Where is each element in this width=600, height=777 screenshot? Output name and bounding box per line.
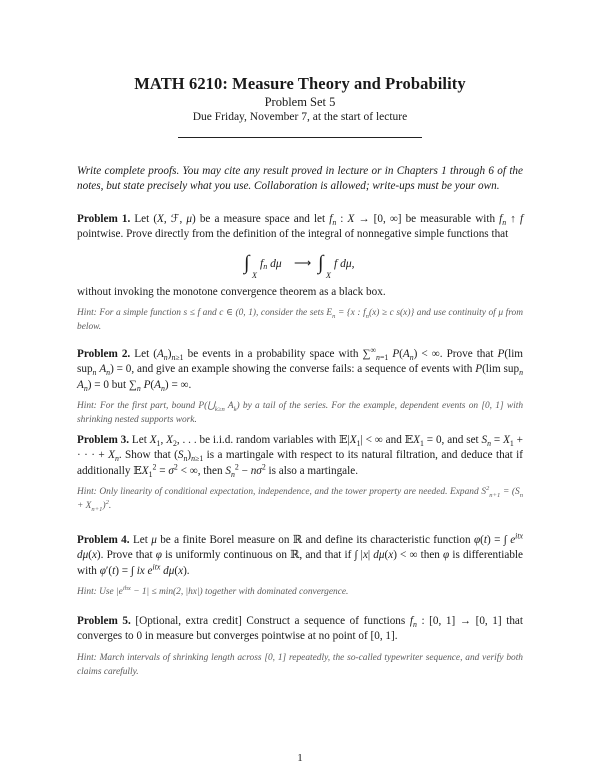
problem-3 (77, 433, 523, 514)
problem-3-statement (77, 433, 523, 479)
problem-1-after: without invoking the monotone convergence theorem as a black box. (77, 285, 386, 298)
arrow-symbol: ⟶ (294, 255, 312, 270)
problem-2-body: Let $(A_n)_{n\ge 1}$ be events in a probability space with $\sum^\infty_{n=1}$ $P(A_n)$ < ∞. Prove that P(lim sup$_n$ $A_n) = 0$, and give an example showing the converse fails: a sequence of events with P(lim sup$_n$ $A_n) = 0$ but $\sum_n$ $P(A_n)$ = ∞. (77, 345, 524, 394)
problem-4-hint: Hint: Use $|e^{ihx} - 1| \le \min(2$, |hx|) together with dominated convergence. (77, 585, 349, 598)
instructions-paragraph: Write complete proofs. You may cite any result proved in lecture or in Chapters 1 through 6 of the notes, but state precisely what you use. Collaboration is allowed; write-ups must be your own. (77, 165, 523, 193)
problem-1-display-equation (77, 247, 523, 281)
problem-5-hint: Hint: March intervals of shrinking length across [0, 1] repeatedly, the so-called typewriter sequence, and verify both claims carefully. (77, 652, 523, 677)
title-rule (178, 137, 422, 138)
problem-2-label: Problem 2. (77, 348, 131, 360)
integral-sign-right: ∫ (318, 251, 324, 274)
problem-1-statement (77, 212, 523, 243)
problem-3-body: Let $X_1$, $X_2$, . . . be i.i.d. random variables with $𝔼|X_1|$ < ∞ and 𝔼X$_1$ = 0, and set $S_n = X_1$ + · · · + $X_n$. Show that $(S_n)_{n\ge 1}$ is a martingale with respect to its natural filtration, and deduce that if additionally 𝔼X$_1^2$ = $\sigma^2$ < ∞, then $S_n^2 - n\sigma^2$ is also a martingale. (77, 434, 523, 480)
problem-5-label: Problem 5. (77, 615, 131, 627)
problem-4-label: Problem 4. (77, 534, 130, 546)
problem-1-hint: Hint: For a simple function s ≤ f and c ∈ (0, 1), consider the sets $E_n = \{x$ : $f_n(x) \ge c$ s(x)} and use continuity of μ from below. (77, 308, 523, 333)
domain-x-left: X (252, 270, 257, 280)
problem-4-statement (77, 533, 523, 579)
problem-2-hint: Hint: For the first part, bound $P(⋃_{k\ge n}$ $A_k$) by a tail of the series. For the example, dependent events on [0, 1] with shrinking nested supports work. (77, 401, 524, 426)
problem-1 (77, 212, 523, 335)
problem-1-label: Problem 1. (77, 213, 131, 225)
problem-5 (77, 614, 523, 679)
integral-sign-left: ∫ (244, 251, 250, 274)
integral-limit-equation (200, 247, 400, 281)
problem-4-body: Let μ be a finite Borel measure on ℝ and define its characteristic function φ(t) = ∫ $e^{itx}$ dμ(x). Prove that φ is uniformly continuous on ℝ, and that if ∫ |x| dμ(x) < ∞ then φ is differentiable with φ′(t) = ∫ ix $e^{itx}$ dμ(x). (77, 531, 523, 577)
document-title: MATH 6210: Measure Theory and Probability (134, 74, 466, 93)
problem-5-body: [Optional, extra credit] Construct a sequence of functions $f_n$ : [0, 1] → [0, 1] that converges to 0 in measure but converges pointwise at no point of [0, 1]. (77, 615, 523, 643)
page-number: 1 (297, 752, 303, 764)
problem-4 (77, 533, 523, 600)
problem-2-statement (77, 347, 523, 393)
due-date: Due Friday, November 7, at the start of lecture (192, 111, 408, 123)
problem-3-hint: Hint: Only linearity of conditional expectation, independence, and the tower property are needed. Expand $S^2_{n+1} = (S_n + X_{n+1})^2$. (77, 485, 523, 513)
problem-3-label: Problem 3. (77, 434, 130, 446)
integrand-left: fn dμ (260, 257, 282, 271)
integrand-right: f dμ, (334, 257, 355, 270)
problem-1-body: Let (X, ℱ, μ) be a measure space and let $f_n$ : X → [0, ∞] be measurable with $f_n$ ↑ f pointwise. Prove directly from the definition of the integral of nonnegative simple functions that (77, 213, 524, 241)
problem-2 (77, 347, 523, 428)
domain-x-right: X (326, 270, 331, 280)
problem-set-label: Problem Set 5 (264, 95, 336, 109)
problem-5-statement (77, 614, 523, 645)
